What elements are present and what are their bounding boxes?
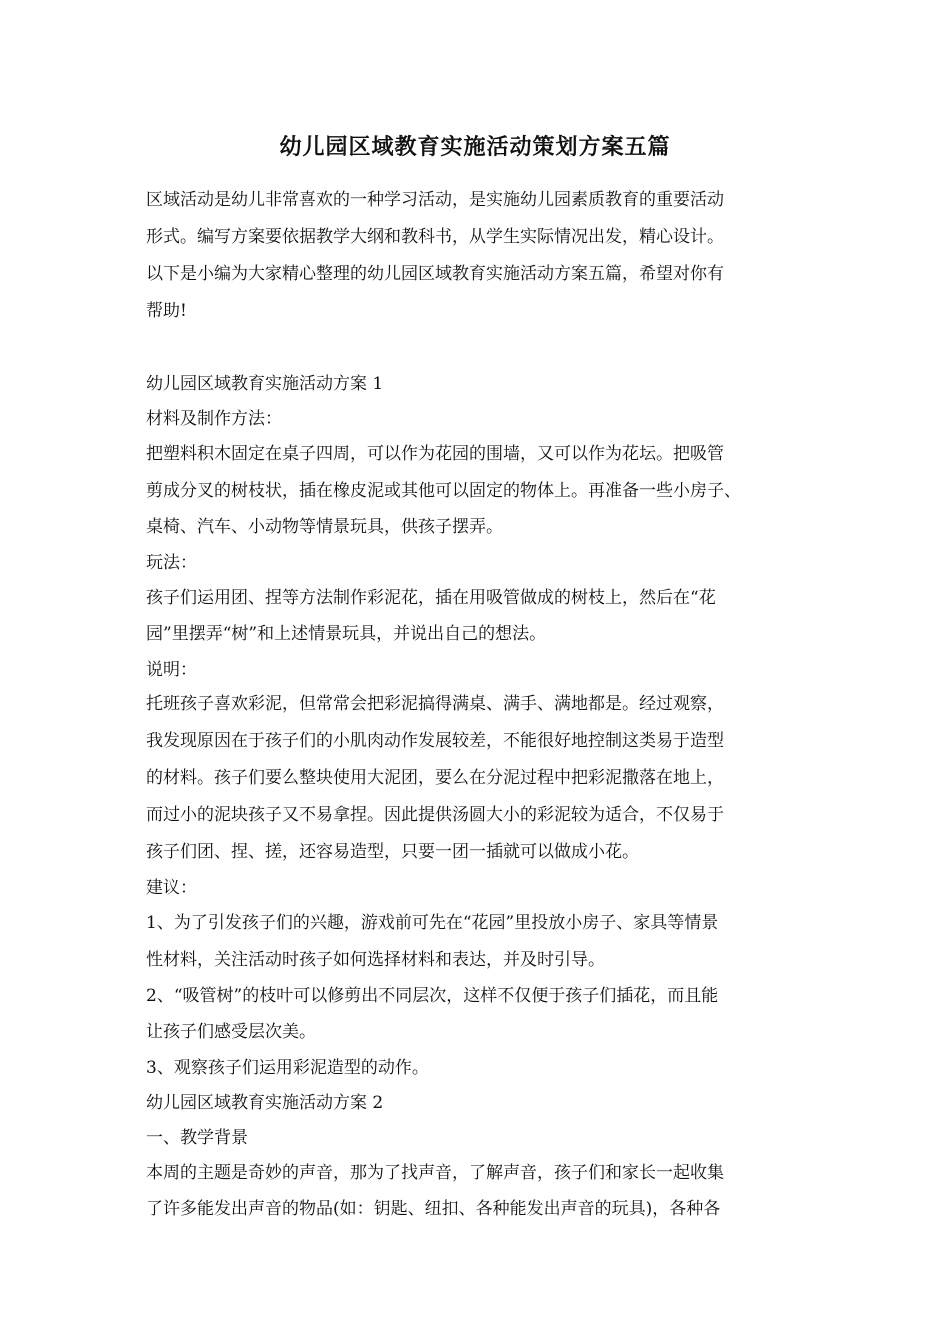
list-item-2-line-1: 2、“吸管树”的枝叶可以修剪出不同层次，这样不仅便于孩子们插花，而且能 [146, 986, 719, 1006]
intro-line-4: 帮助! [146, 301, 187, 321]
paragraph-line: 桌椅、汽车、小动物等情景玩具，供孩子摆弄。 [146, 517, 503, 537]
paragraph-line: 托班孩子喜欢彩泥，但常常会把彩泥搞得满桌、满手、满地都是。经过观察， [146, 694, 724, 714]
section-heading-2: 幼儿园区域教育实施活动方案 2 [146, 1093, 384, 1113]
subheading-suggestions: 建议： [146, 878, 197, 898]
paragraph-line: 本周的主题是奇妙的声音，那为了找声音，了解声音，孩子们和家长一起收集 [146, 1163, 724, 1183]
subheading-background: 一、教学背景 [146, 1128, 248, 1148]
list-item-1-line-2: 性材料，关注活动时孩子如何选择材料和表达，并及时引导。 [146, 950, 605, 970]
list-item-2-line-2: 让孩子们感受层次美。 [146, 1022, 316, 1042]
paragraph-line: 孩子们团、捏、搓，还容易造型，只要一团一插就可以做成小花。 [146, 842, 639, 862]
list-item-3: 3、观察孩子们运用彩泥造型的动作。 [146, 1058, 429, 1078]
paragraph-line: 把塑料积木固定在桌子四周，可以作为花园的围墙，又可以作为花坛。把吸管 [146, 444, 724, 464]
paragraph-line: 的材料。孩子们要么整块使用大泥团，要么在分泥过程中把彩泥撒落在地上， [146, 768, 724, 788]
paragraph-line: 剪成分叉的树枝状，插在橡皮泥或其他可以固定的物体上。再准备一些小房子、 [146, 481, 741, 501]
intro-line-2: 形式。编写方案要依据教学大纲和教科书，从学生实际情况出发，精心设计。 [146, 227, 724, 247]
subheading-play: 玩法： [146, 553, 197, 573]
intro-line-1: 区域活动是幼儿非常喜欢的一种学习活动，是实施幼儿园素质教育的重要活动 [146, 190, 724, 210]
subheading-explanation: 说明： [146, 660, 197, 680]
paragraph-line: 孩子们运用团、捏等方法制作彩泥花，插在用吸管做成的树枝上，然后在“花 [146, 588, 716, 608]
intro-line-3: 以下是小编为大家精心整理的幼儿园区域教育实施活动方案五篇，希望对你有 [146, 264, 724, 284]
subheading-materials: 材料及制作方法： [146, 409, 282, 429]
paragraph-line: 了许多能发出声音的物品(如：钥匙、纽扣、各种能发出声音的玩具)，各种各 [146, 1199, 721, 1219]
paragraph-line: 而过小的泥块孩子又不易拿捏。因此提供汤圆大小的彩泥较为适合，不仅易于 [146, 805, 724, 825]
document-title: 幼儿园区域教育实施活动策划方案五篇 [279, 134, 671, 160]
paragraph-line: 园”里摆弄“树”和上述情景玩具，并说出自己的想法。 [146, 624, 547, 644]
paragraph-line: 我发现原因在于孩子们的小肌肉动作发展较差，不能很好地控制这类易于造型 [146, 731, 724, 751]
list-item-1-line-1: 1、为了引发孩子们的兴趣，游戏前可先在“花园”里投放小房子、家具等情景 [146, 913, 719, 933]
section-heading-1: 幼儿园区域教育实施活动方案 1 [146, 374, 384, 394]
